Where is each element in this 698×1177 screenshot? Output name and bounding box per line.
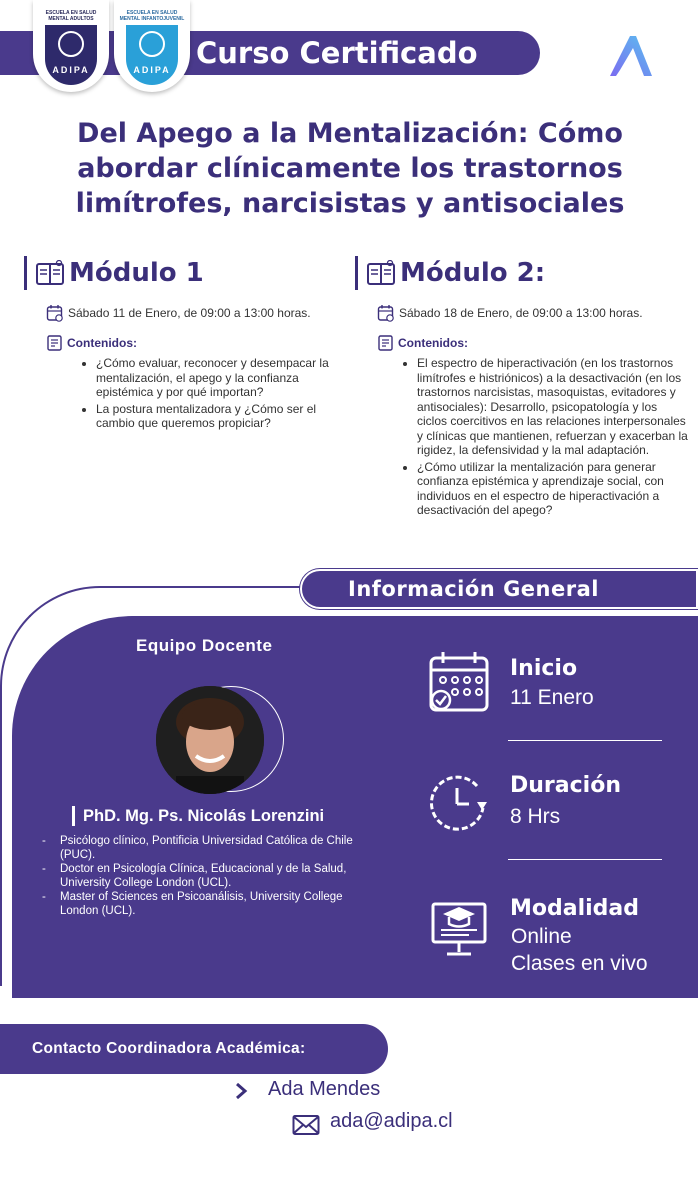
adult-school-badge [33, 0, 109, 92]
child-school-badge [114, 0, 190, 92]
divider [508, 859, 662, 860]
head-icon [58, 31, 84, 57]
module-contents-list [96, 356, 344, 431]
contents-label: Contenidos: [67, 336, 137, 350]
module-date: Sábado 11 de Enero, de 09:00 a 13:00 horas. [68, 306, 311, 320]
book-icon [35, 260, 65, 286]
contents-label: Contenidos: [398, 336, 468, 350]
list-item: • ¿Cómo evaluar, reconocer y desempacar la mentalización, el apego y la confianza epistémica y por qué importan? [96, 356, 344, 400]
teacher-photo [156, 686, 264, 794]
book-icon [366, 260, 396, 286]
contact-title: Contacto Coordinadora Académica: [32, 1040, 306, 1057]
duration-label: Duración [510, 773, 621, 798]
start-label: Inicio [510, 656, 578, 681]
divider [508, 740, 662, 741]
header-title: Curso Certificado [196, 36, 478, 70]
document-icon [46, 334, 64, 352]
module-date: Sábado 18 de Enero, de 09:00 a 13:00 horas. [399, 306, 643, 320]
calendar-icon [377, 304, 395, 322]
contact-name: Ada Mendes [268, 1078, 381, 1100]
list-item: - Doctor en Psicología Clínica, Educacional y de la Salud, University College London (UCL). [42, 862, 372, 890]
mail-icon [292, 1114, 320, 1136]
list-item: - Psicólogo clínico, Pontificia Universidad Católica de Chile (PUC). [42, 834, 372, 862]
modality-label: Modalidad [510, 896, 640, 921]
calendar-icon [427, 650, 491, 714]
badge-caption: ESCUELA EN SALUD MENTAL INFANTOJUVENIL [119, 10, 185, 22]
family-icon [139, 31, 165, 57]
list-item: • La postura mentalizadora y ¿Cómo ser el cambio que queremos propiciar? [96, 402, 344, 431]
list-item: • El espectro de hiperactivación (en los trastornos limítrofes e histriónicos) a la desactivación (en los trastornos narcisistas, masoquistas, evitadores y antisociales): Desarrollo, psicopatología y los ciclos coercitivos en las relaciones interpersonales y clínicas que mantienen, refuerzan y exacerban la rigidez, la defensividad y la mal adaptación. [417, 356, 690, 458]
course-title: Del Apego a la Mentalización: Cómo abordar clínicamente los trastornos limítrofes, narcisistas y antisociales [75, 118, 625, 219]
badge-brand: ADIPA [133, 65, 171, 75]
start-value: 11 Enero [510, 686, 594, 709]
module-1 [24, 256, 344, 433]
chevron-right-icon [234, 1082, 248, 1100]
list-item: • ¿Cómo utilizar la mentalización para generar confianza epistémica y aprendizaje social, con individuos en el espectro de hiperactivación a desactivación del apego? [417, 460, 690, 518]
online-class-icon [429, 896, 493, 960]
list-item: - Master of Sciences en Psicoanálisis, University College London (UCL). [42, 890, 372, 918]
shield-icon [126, 25, 178, 85]
document-icon [377, 334, 395, 352]
shield-icon [45, 25, 97, 85]
contact-email[interactable]: ada@adipa.cl [330, 1110, 453, 1132]
info-tab-title: Información General [348, 577, 599, 601]
module-contents-list [417, 356, 690, 518]
modality-value-live: Clases en vivo [511, 952, 648, 975]
badge-caption: ESCUELA EN SALUD MENTAL ADULTOS [45, 10, 97, 22]
module-title: Módulo 1 [69, 258, 204, 288]
module-title: Módulo 2: [400, 258, 546, 288]
module-2 [355, 256, 690, 520]
duration-value: 8 Hrs [510, 805, 561, 828]
modality-value-online: Online [511, 925, 572, 948]
adipa-logo-icon [606, 32, 654, 78]
teacher-credentials [42, 834, 372, 918]
calendar-icon [46, 304, 64, 322]
teacher-name: PhD. Mg. Ps. Nicolás Lorenzini [72, 806, 324, 826]
team-label: Equipo Docente [136, 636, 273, 655]
badge-brand: ADIPA [52, 65, 90, 75]
clock-icon [427, 772, 491, 836]
